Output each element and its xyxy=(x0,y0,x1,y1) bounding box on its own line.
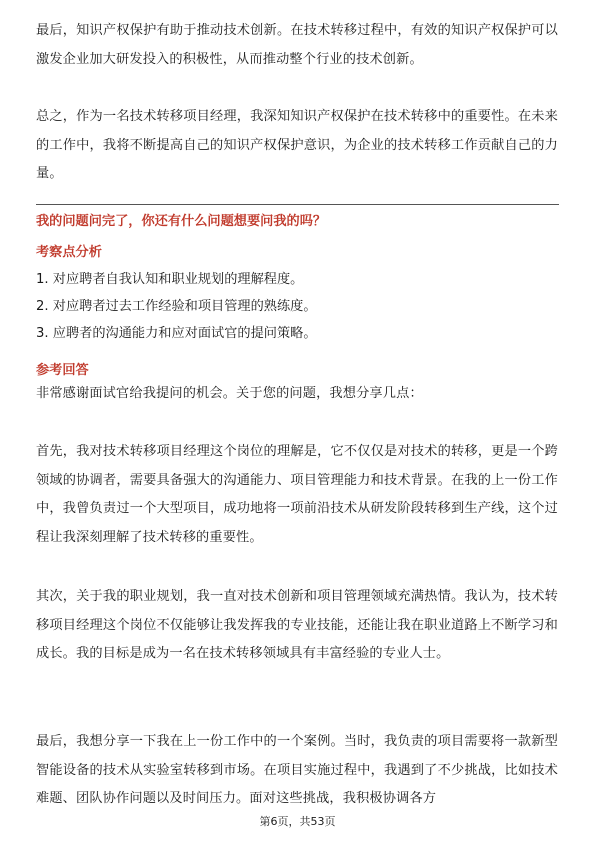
analysis-item: 2. 对应聘者过去工作经验和项目管理的熟练度。 xyxy=(36,299,317,314)
paragraph-ip-innovation: 最后，知识产权保护有助于推动技术创新。在技术转移过程中，有效的知识产权保护可以激发企业加大研发投入的积极性，从而推动整个行业的技术创新。 xyxy=(36,23,558,67)
answer-paragraph-last: 最后，我想分享一下我在上一份工作中的一个案例。当时，我负责的项目需要将一款新型智能设备的技术从实验室转移到市场。在项目实施过程中，我遇到了不少挑战，比如技术难题、团队协作问题以及时间压力。面对这些挑战，我积极协调各方 xyxy=(36,734,558,807)
page-number: 第6页，共53页 xyxy=(259,815,336,828)
analysis-heading: 考察点分析 xyxy=(36,245,102,260)
analysis-item: 3. 应聘者的沟通能力和应对面试官的提问策略。 xyxy=(36,326,317,341)
answer-paragraph-second: 其次，关于我的职业规划，我一直对技术创新和项目管理领域充满热情。我认为，技术转移项目经理这个岗位不仅能够让我发挥我的专业技能，还能让我在职业道路上不断学习和成长。我的目标是成为一名在技术转移领域具有丰富经验的专业人士。 xyxy=(36,589,558,662)
section-divider xyxy=(36,204,559,205)
answer-paragraph-first: 首先，我对技术转移项目经理这个岗位的理解是，它不仅仅是对技术的转移，更是一个跨领域的协调者，需要具备强大的沟通能力、项目管理能力和技术背景。在我的上一份工作中，我曾负责过一个大型项目，成功地将一项前沿技术从研发阶段转移到生产线，这个过程让我深刻理解了技术转移的重要性。 xyxy=(36,444,558,545)
interview-question: 我的问题问完了，你还有什么问题想要问我的吗？ xyxy=(36,214,327,229)
answer-heading: 参考回答 xyxy=(36,363,89,378)
answer-paragraph-opening: 非常感谢面试官给我提问的机会。关于您的问题，我想分享几点： xyxy=(36,386,423,401)
analysis-item: 1. 对应聘者自我认知和职业规划的理解程度。 xyxy=(36,272,304,287)
paragraph-summary: 总之，作为一名技术转移项目经理，我深知知识产权保护在技术转移中的重要性。在未来的工作中，我将不断提高自己的知识产权保护意识，为企业的技术转移工作贡献自己的力量。 xyxy=(36,109,558,182)
